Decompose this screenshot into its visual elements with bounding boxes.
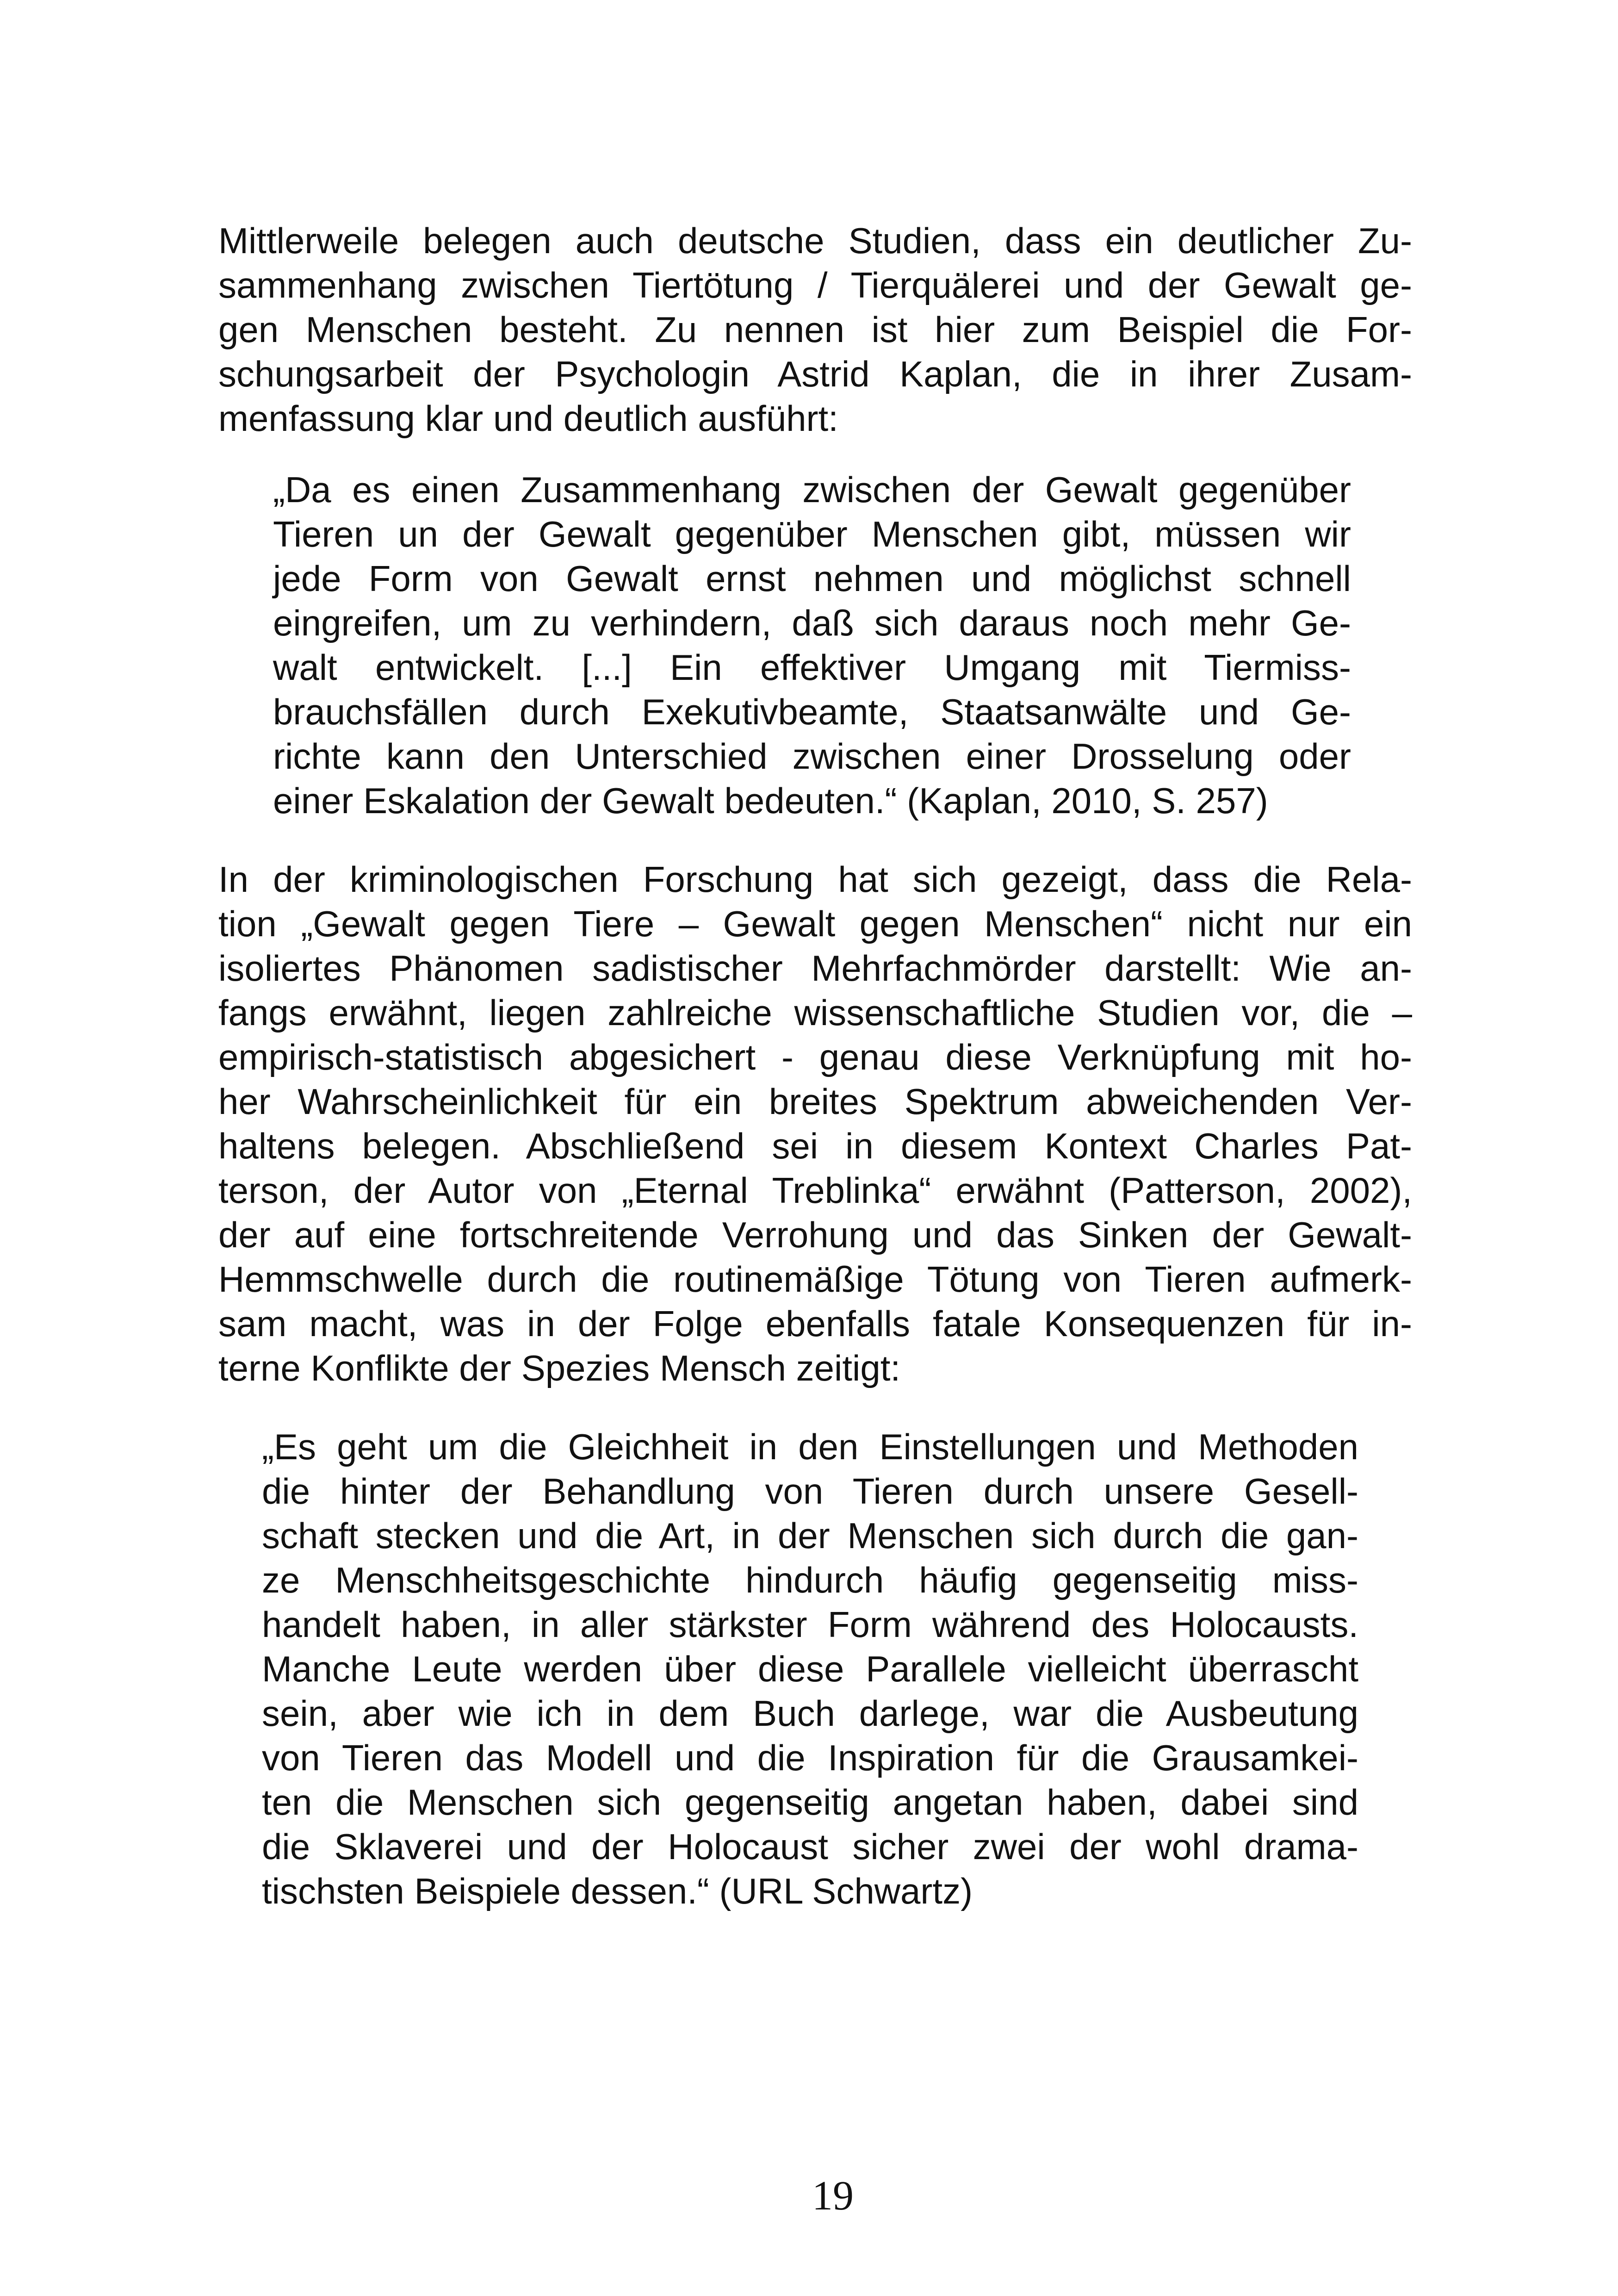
text-line: Hemmschwelle durch die routinemäßige Tötung von Tieren aufmerk- [218, 1259, 1412, 1300]
text-line: schungsarbeit der Psychologin Astrid Kaplan, die in ihrer Zusam- [218, 354, 1412, 394]
text-line: empirisch-statistisch abgesichert - genau diese Verknüpfung mit ho- [218, 1037, 1412, 1077]
body-paragraph-2 [218, 857, 1412, 1390]
text-line: tion „Gewalt gegen Tiere – Gewalt gegen Menschen“ nicht nur ein [218, 903, 1412, 944]
text-line: sein, aber wie ich in dem Buch darlege, war die Ausbeutung [262, 1693, 1358, 1734]
text-line: einer Eskalation der Gewalt bedeuten.“ (Kaplan, 2010, S. 257) [273, 780, 1268, 821]
text-line: sam macht, was in der Folge ebenfalls fatale Konsequenzen für in- [218, 1303, 1412, 1344]
text-line: eingreifen, um zu verhindern, daß sich daraus noch mehr Ge- [273, 603, 1351, 643]
text-line: menfassung klar und deutlich ausführt: [218, 398, 838, 439]
text-line: fangs erwähnt, liegen zahlreiche wissenschaftliche Studien vor, die – [218, 992, 1412, 1033]
text-line: handelt haben, in aller stärkster Form während des Holocausts. [262, 1604, 1358, 1645]
text-line: die Sklaverei und der Holocaust sicher zwei der wohl drama- [262, 1826, 1358, 1867]
text-line: gen Menschen besteht. Zu nennen ist hier zum Beispiel die For- [218, 309, 1412, 350]
text-line: jede Form von Gewalt ernst nehmen und möglichst schnell [273, 558, 1351, 599]
text-line: isoliertes Phänomen sadistischer Mehrfachmörder darstellt: Wie an- [218, 948, 1412, 989]
text-line: ten die Menschen sich gegenseitig angetan haben, dabei sind [262, 1782, 1358, 1823]
block-quote-kaplan [273, 467, 1351, 823]
text-line: Manche Leute werden über diese Parallele vielleicht überrascht [262, 1649, 1358, 1689]
text-line: der auf eine fortschreitende Verrohung und das Sinken der Gewalt- [218, 1214, 1412, 1255]
text-line: Tieren un der Gewalt gegenüber Menschen gibt, müssen wir [273, 514, 1351, 554]
text-line: haltens belegen. Abschließend sei in diesem Kontext Charles Pat- [218, 1126, 1412, 1166]
text-line: die hinter der Behandlung von Tieren durch unsere Gesell- [262, 1471, 1358, 1512]
text-line: walt entwickelt. [...] Ein effektiver Umgang mit Tiermiss- [273, 647, 1351, 688]
text-line: „Es geht um die Gleichheit in den Einstellungen und Methoden [262, 1426, 1358, 1467]
text-line: terne Konflikte der Spezies Mensch zeitigt: [218, 1348, 901, 1388]
text-line: her Wahrscheinlichkeit für ein breites Spektrum abweichenden Ver- [218, 1081, 1412, 1122]
text-line: schaft stecken und die Art, in der Menschen sich durch die gan- [262, 1515, 1358, 1556]
text-line: brauchsfällen durch Exekutivbeamte, Staatsanwälte und Ge- [273, 691, 1351, 732]
text-line: terson, der Autor von „Eternal Treblinka“ erwähnt (Patterson, 2002), [218, 1170, 1412, 1211]
text-line: „Da es einen Zusammenhang zwischen der Gewalt gegenüber [273, 469, 1351, 510]
text-line: Mittlerweile belegen auch deutsche Studien, dass ein deutlicher Zu- [218, 220, 1412, 261]
text-line: richte kann den Unterschied zwischen einer Drosselung oder [273, 736, 1351, 777]
block-quote-schwartz [262, 1425, 1358, 1913]
text-line: In der kriminologischen Forschung hat sich gezeigt, dass die Rela- [218, 859, 1412, 900]
text-line: von Tieren das Modell und die Inspiration für die Grausamkei- [262, 1737, 1358, 1778]
text-line: sammenhang zwischen Tiertötung / Tierquälerei und der Gewalt ge- [218, 265, 1412, 305]
body-paragraph-1 [218, 218, 1412, 441]
text-line: ze Menschheitsgeschichte hindurch häufig gegenseitig miss- [262, 1560, 1358, 1600]
page-number: 19 [812, 2173, 854, 2219]
text-line: tischsten Beispiele dessen.“ (URL Schwartz) [262, 1871, 973, 1911]
